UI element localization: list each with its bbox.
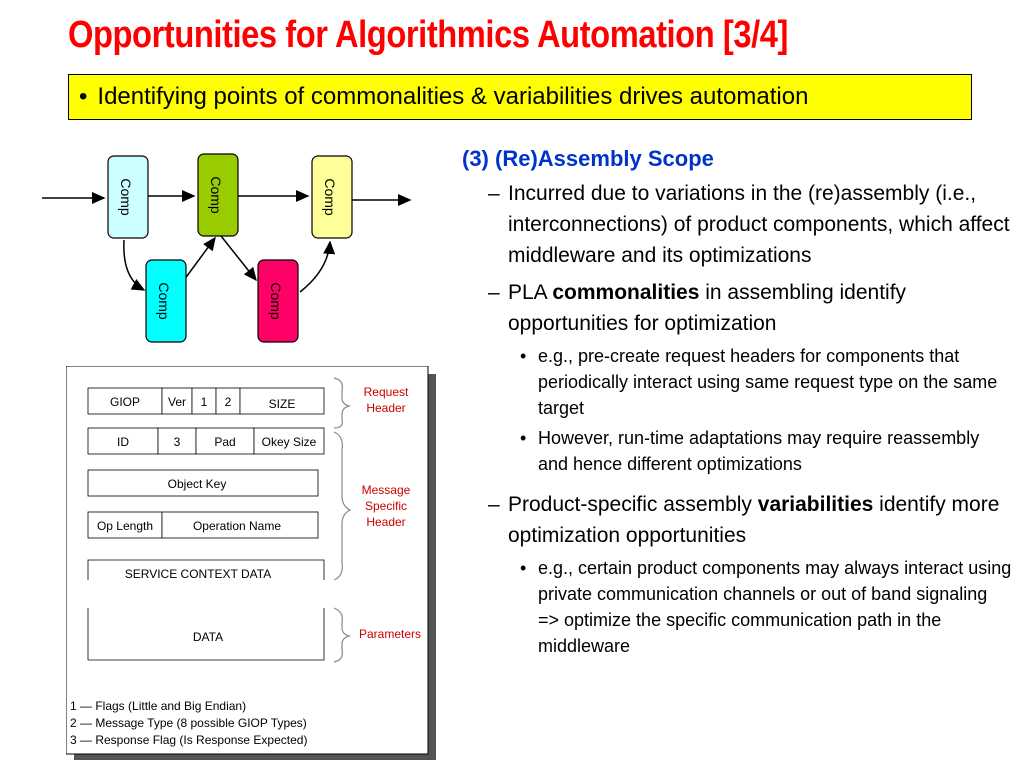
sub-bullet: • bbox=[520, 346, 527, 366]
sub-point-runtime-text: However, run-time adaptations may require reassembly and hence different optimizations bbox=[538, 428, 980, 474]
request-header-label-line2: Header bbox=[366, 401, 406, 415]
message-specific-label-line3: Header bbox=[366, 515, 406, 529]
component-4-label: Comp bbox=[156, 282, 172, 320]
footnote-1: 1 — Flags (Little and Big Endian) bbox=[70, 699, 247, 713]
sub-bullet: • bbox=[520, 558, 527, 578]
component-2-label: Comp bbox=[208, 176, 224, 214]
point-dash: – bbox=[488, 493, 500, 516]
sub-point-precreate-text: e.g., pre-create request headers for components that periodically interact using same request type on the same target bbox=[538, 346, 998, 418]
content-text bbox=[462, 144, 1012, 659]
sub-point-runtime bbox=[520, 425, 1012, 477]
point-variabilities-text: Product-specific assembly variabilities identify more optimization opportunities bbox=[508, 493, 1000, 547]
message-specific-label-line2: Specific bbox=[364, 499, 408, 513]
giop-field-ver: Ver bbox=[167, 395, 187, 409]
sub-point-private-channels-text: e.g., certain product components may always interact using private communication channels or out of band signaling => optimize the specific communication path in the middleware bbox=[538, 558, 1012, 656]
component-5-label: Comp bbox=[268, 282, 284, 320]
heading-title: (Re)Assembly Scope bbox=[495, 146, 714, 171]
giop-field-id: ID bbox=[117, 435, 129, 449]
sub-point-private-channels bbox=[520, 555, 1012, 659]
sub-point-precreate bbox=[520, 343, 1012, 421]
giop-field-size: SIZE bbox=[268, 397, 296, 411]
component-1-label: Comp bbox=[118, 178, 134, 216]
giop-field-okey-size: Okey Size bbox=[261, 435, 317, 449]
giop-field-pad: Pad bbox=[214, 435, 236, 449]
component-2 bbox=[198, 154, 238, 236]
slide-title: Opportunities for Algorithmics Automation [3/4] bbox=[68, 14, 788, 56]
giop-field-3: 3 bbox=[173, 435, 181, 449]
component-1 bbox=[108, 156, 148, 238]
banner-bullet: • bbox=[79, 83, 88, 110]
banner-text: Identifying points of commonalities & variabilities drives automation bbox=[97, 83, 809, 110]
arrow-comp4-comp2 bbox=[184, 238, 215, 280]
sub-bullet: • bbox=[520, 428, 527, 448]
request-header-label-line1: Request bbox=[363, 385, 409, 399]
giop-message-diagram bbox=[66, 366, 438, 762]
section-heading bbox=[462, 144, 1012, 174]
giop-field-object-key: Object Key bbox=[167, 477, 227, 491]
point-commonalities-text: PLA commonalities in assembling identify opportunities for optimization bbox=[508, 281, 907, 335]
point-incurred bbox=[488, 178, 1012, 271]
giop-field-service-context: SERVICE CONTEXT DATA bbox=[124, 567, 272, 581]
point-commonalities bbox=[488, 277, 1012, 339]
giop-field-op-length: Op Length bbox=[96, 519, 154, 533]
component-3 bbox=[312, 156, 352, 238]
giop-field-flag1: 1 bbox=[200, 395, 208, 409]
component-diagram bbox=[40, 150, 420, 350]
footnote-2: 2 — Message Type (8 possible GIOP Types) bbox=[70, 716, 307, 730]
component-5 bbox=[258, 260, 298, 342]
parameters-label: Parameters bbox=[358, 627, 422, 641]
heading-number: (3) bbox=[462, 146, 489, 171]
component-4 bbox=[146, 260, 186, 342]
giop-field-flag2: 2 bbox=[224, 395, 232, 409]
arrow-comp2-comp5 bbox=[221, 236, 256, 280]
message-specific-label-line1: Message bbox=[361, 483, 411, 497]
arrow-comp1-comp4 bbox=[124, 240, 144, 290]
point-incurred-text: Incurred due to variations in the (re)assembly (i.e., interconnections) of product components, which affect middleware and its optimizations bbox=[508, 182, 1010, 267]
point-dash: – bbox=[488, 182, 500, 205]
point-variabilities bbox=[488, 489, 1012, 551]
arrow-comp5-comp3 bbox=[300, 242, 330, 292]
giop-field-operation-name: Operation Name bbox=[192, 519, 282, 533]
point-dash: – bbox=[488, 281, 500, 304]
summary-banner bbox=[68, 74, 972, 120]
giop-field-giop: GIOP bbox=[109, 395, 141, 409]
component-3-label: Comp bbox=[322, 178, 338, 216]
giop-field-data: DATA bbox=[192, 630, 224, 644]
footnote-3: 3 — Response Flag (Is Response Expected) bbox=[70, 733, 308, 747]
